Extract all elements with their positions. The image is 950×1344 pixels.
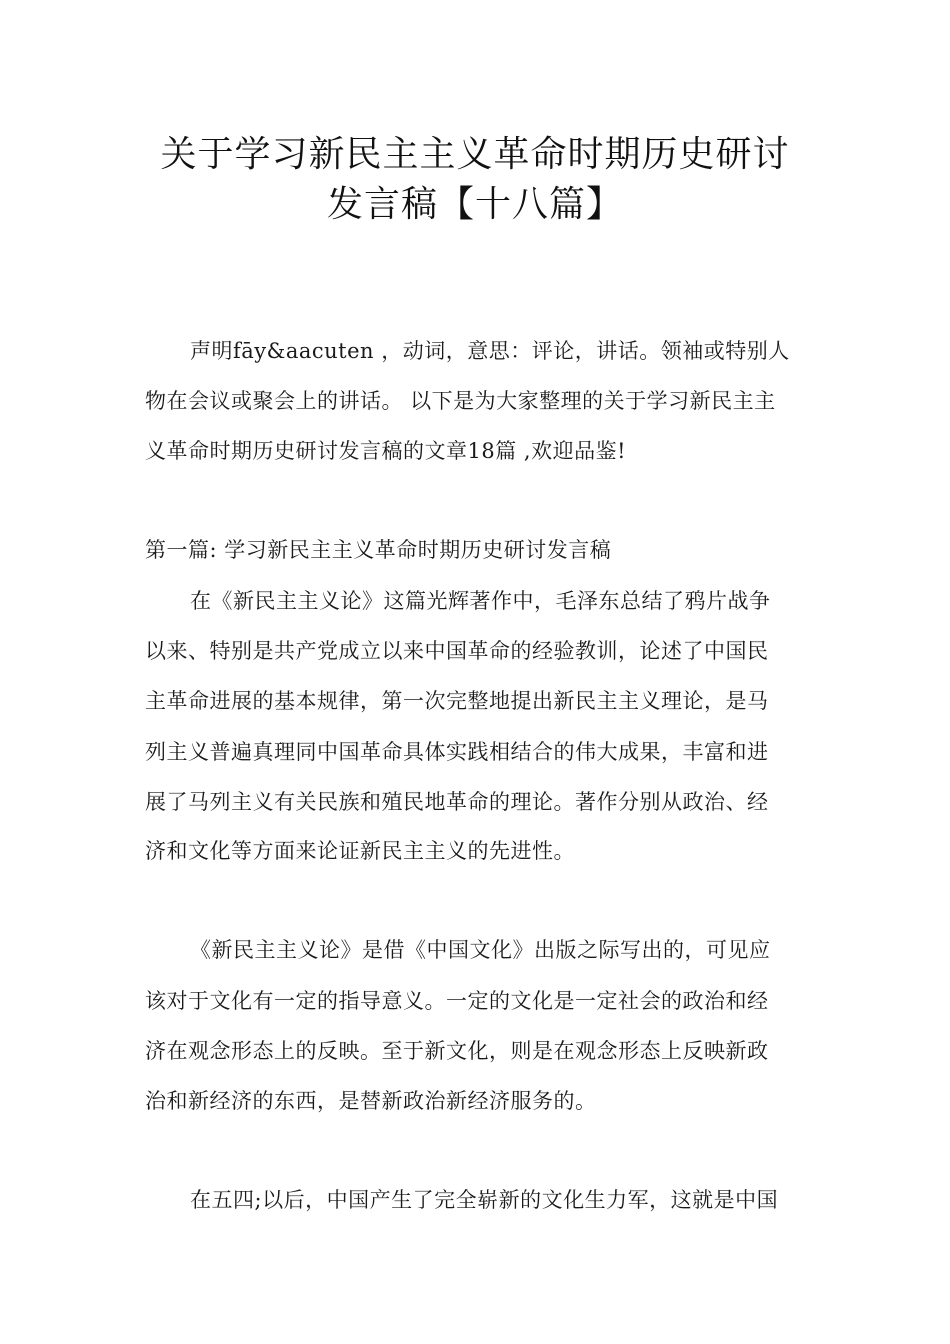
section-heading: 第一篇: 学习新民主主义革命时期历史研讨发言稿	[145, 538, 612, 562]
document-title-line-2: 发言稿【十八篇】	[326, 184, 623, 225]
paragraph-3-line-1: 在五四;以后，中国产生了完全崭新的文化生力军，这就是中国	[190, 1188, 779, 1212]
paragraph-1-line-6: 济和文化等方面来论证新民主主义的先进性。	[145, 839, 575, 863]
paragraph-1-line-4: 列主义普遍真理同中国革命具体实践相结合的伟大成果，丰富和进	[145, 740, 769, 764]
paragraph-2-line-3: 济在观念形态上的反映。至于新文化，则是在观念形态上反映新政	[145, 1039, 769, 1063]
paragraph-1-line-1: 在《新民主主义论》这篇光辉著作中，毛泽东总结了鸦片战争	[190, 589, 771, 613]
intro-line-3: 义革命时期历史研讨发言稿的文章18篇 ,欢迎品鉴!	[145, 439, 627, 463]
paragraph-2-line-1: 《新民主主义论》是借《中国文化》出版之际写出的，可见应	[190, 938, 771, 962]
paragraph-2-line-4: 治和新经济的东西，是替新政治新经济服务的。	[145, 1089, 597, 1113]
paragraph-1-line-3: 主革命进展的基本规律，第一次完整地提出新民主主义理论，是马	[145, 689, 769, 713]
paragraph-1-line-5: 展了马列主义有关民族和殖民地革命的理论。著作分别从政治、经	[145, 790, 769, 814]
intro-line-2: 物在会议或聚会上的讲话。 以下是为大家整理的关于学习新民主主	[145, 389, 776, 413]
paragraph-1-line-2: 以来、特别是共产党成立以来中国革命的经验教训，论述了中国民	[145, 639, 769, 663]
paragraph-2-line-2: 该对于文化有一定的指导意义。一定的文化是一定社会的政治和经	[145, 989, 769, 1013]
intro-line-1: 声明fāy&aacuten ，动词，意思：评论，讲话。领袖或特别人	[190, 339, 790, 363]
document-title-line-1: 关于学习新民主主义革命时期历史研讨	[160, 134, 790, 175]
